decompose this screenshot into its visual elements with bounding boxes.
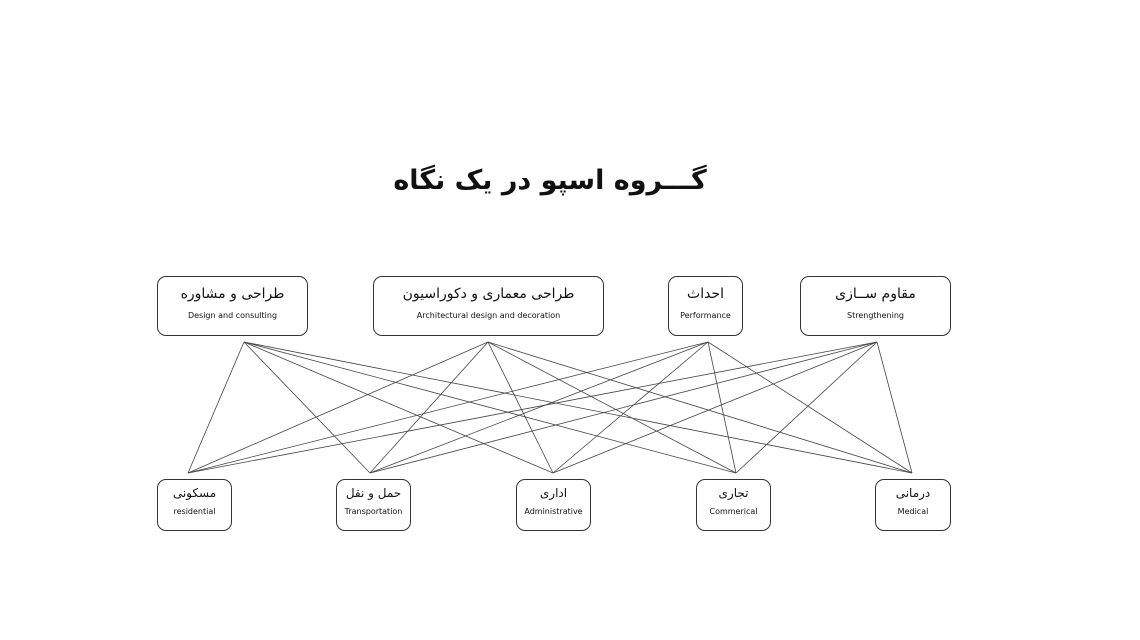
service-label-fa: طراحی معماری و دکوراسیون (402, 286, 575, 302)
link-service-2-sector-1 (370, 342, 708, 473)
service-label-en: Strengthening (847, 311, 904, 320)
service-architectural-design (373, 276, 604, 336)
service-label-fa: طراحی و مشاوره (180, 286, 285, 302)
sector-label-fa: تجاری (718, 486, 749, 500)
sector-label-en: residential (173, 507, 216, 516)
link-service-3-sector-1 (370, 342, 877, 473)
sector-label-en: Commerical (709, 507, 758, 516)
link-service-3-sector-2 (553, 342, 877, 473)
link-service-0-sector-4 (244, 342, 912, 473)
link-service-0-sector-1 (244, 342, 370, 473)
sector-label-en: Administrative (524, 507, 583, 516)
service-label-en: Performance (680, 311, 731, 320)
sector-label-en: Medical (897, 507, 929, 516)
service-label-en: Architectural design and decoration (416, 311, 561, 320)
sector-label-fa: مسکونی (172, 486, 217, 500)
sector-commercial (696, 479, 771, 531)
sector-label-fa: حمل و نقل (345, 486, 402, 500)
service-design-consulting (157, 276, 308, 336)
link-service-1-sector-2 (488, 342, 553, 473)
service-label-fa: مقاوم ســازی (835, 286, 916, 302)
sector-label-fa: اداری (539, 486, 568, 500)
link-service-0-sector-0 (188, 342, 244, 473)
sector-administrative (516, 479, 591, 531)
sector-transportation (336, 479, 411, 531)
sector-medical (875, 479, 951, 531)
sector-residential (157, 479, 232, 531)
link-service-1-sector-4 (488, 342, 912, 473)
service-strengthening (800, 276, 951, 336)
link-service-1-sector-1 (370, 342, 488, 473)
sector-label-en: Transportation (344, 507, 403, 516)
link-service-2-sector-3 (708, 342, 736, 473)
service-label-fa: احداث (687, 286, 724, 302)
link-service-3-sector-4 (877, 342, 912, 473)
service-label-en: Design and consulting (187, 311, 278, 320)
link-service-0-sector-3 (244, 342, 736, 473)
service-performance (668, 276, 743, 336)
diagram-title: گـــروه اسپو در یک نگاه (393, 165, 707, 196)
link-service-3-sector-3 (736, 342, 877, 473)
link-service-1-sector-0 (188, 342, 488, 473)
sector-label-fa: درمانی (895, 486, 931, 500)
